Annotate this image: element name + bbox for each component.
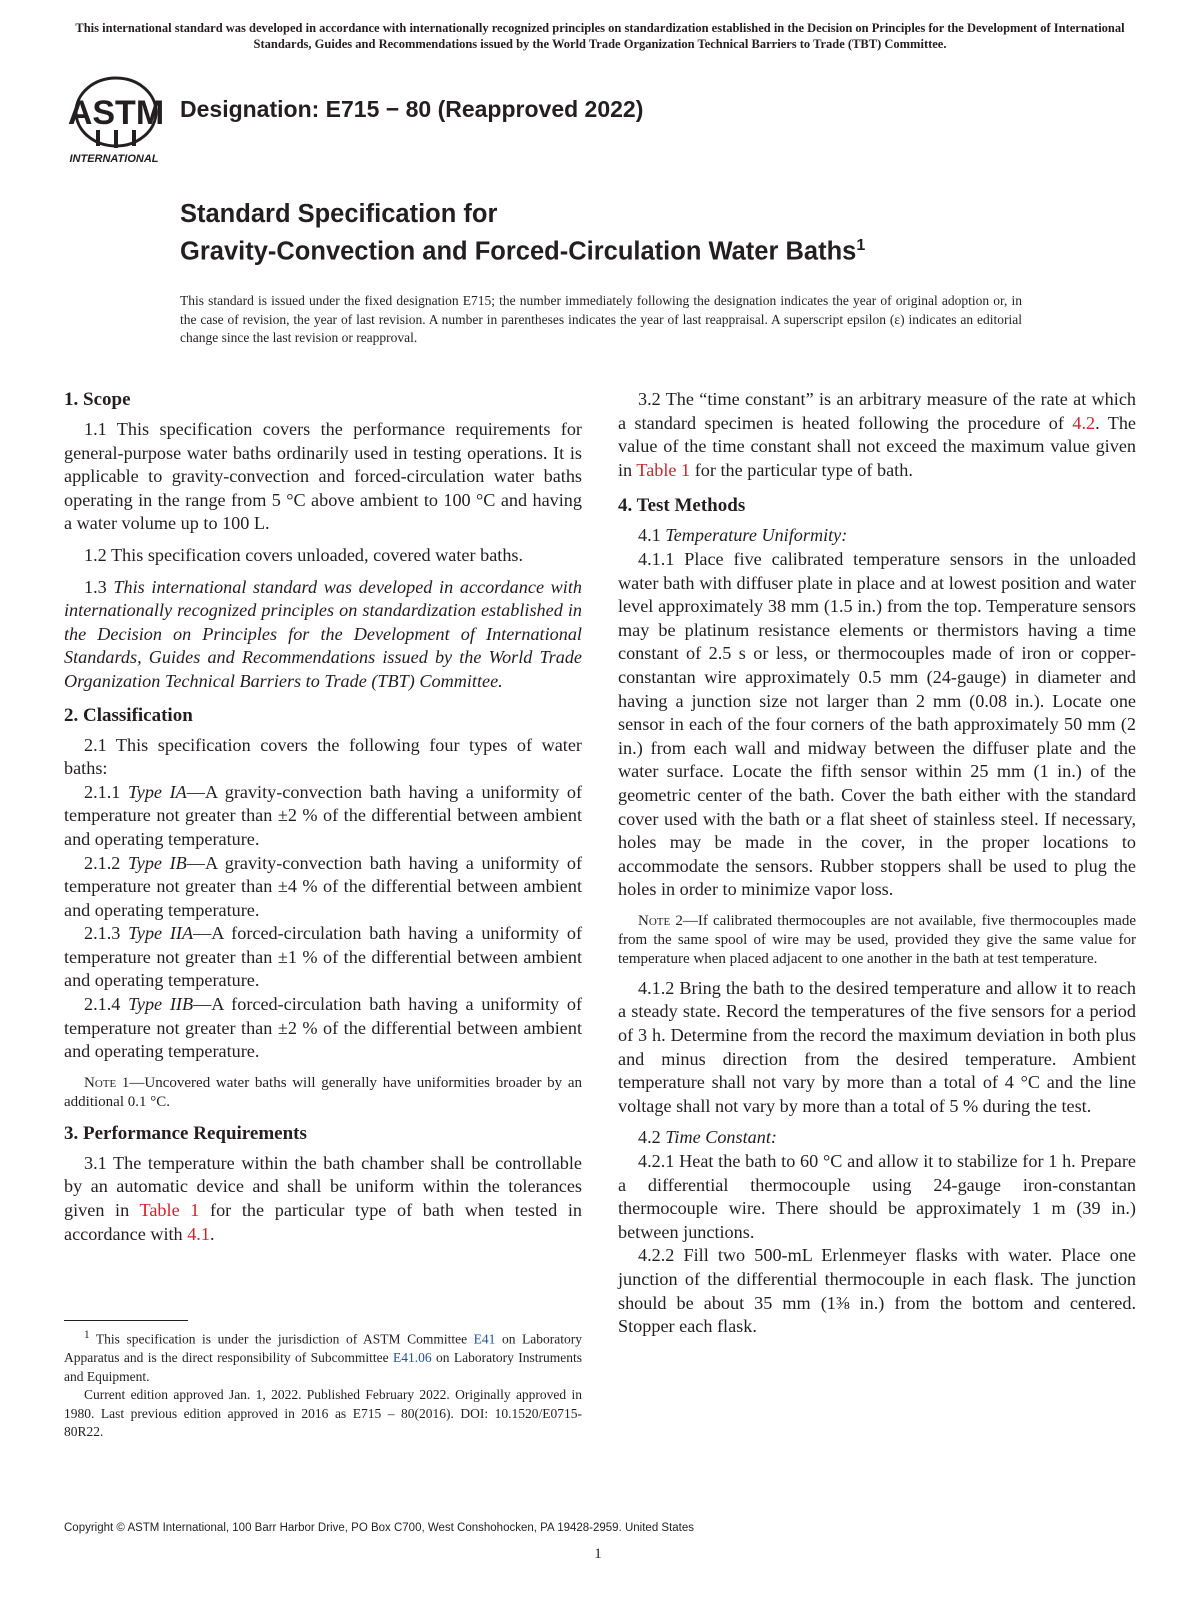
para-2-1: 2.1 This specification covers the following four types of water baths: xyxy=(64,734,582,779)
para-3-1: 3.1 The temperature within the bath chamber shall be controllable by an automatic device and shall be uniform within the tolerances given in Table 1 for the particular type of bath when tested in accordance with 4.1. xyxy=(64,1152,582,1244)
page-number: 1 xyxy=(594,1546,602,1562)
document-title xyxy=(180,198,865,268)
title-line-1: Standard Specification for xyxy=(180,200,498,228)
section-4-1-link[interactable]: 4.1 xyxy=(187,1223,210,1244)
para-4-2-1: 4.2.1 Heat the bath to 60 °C and allow it to stabilize for 1 h. Prepare a differential thermocouple using 24-gauge iron-constantan thermocouple wire. There should be approximately 1 m (39 in.) between junctions. xyxy=(618,1151,1136,1242)
para-1-1: 1.1 This specification covers the performance requirements for general-purpose water baths ordinarily used in testing operations. It is applicable to gravity-convection and forced-circulation water baths operating in the range from 5 °C above ambient to 100 °C and having a water volume up to 100 L. xyxy=(64,419,582,534)
section-4-2-link[interactable]: 4.2 xyxy=(1072,412,1096,433)
para-4-1-2: 4.1.2 Bring the bath to the desired temperature and allow it to reach a steady state. Record the temperatures of the five sensors for a period of 3 h. Determine from the record the maximum deviation in both plus and minus direction from the desired temperature. Ambient temperature shall not vary by more than a total of 4 °C and the line voltage shall not vary by more than a total of 5 % during the test. xyxy=(618,977,1136,1116)
footnote-edition: Current edition approved Jan. 1, 2022. Published February 2022. Originally approved in 1980. Last previous edition approved in 2016 as E715 – 80(2016). DOI: 10.1520/E0715-80R22. xyxy=(64,1387,582,1439)
para-2-1-2: 2.1.2 Type IB—A gravity-convection bath having a uniformity of temperature not greater than ±4 % of the differential between ambient and operating temperature. xyxy=(64,852,583,920)
committee-e41-link[interactable]: E41 xyxy=(473,1331,496,1347)
svg-text:INTERNATIONAL: INTERNATIONAL xyxy=(69,153,159,165)
svg-text:ASTM: ASTM xyxy=(67,94,165,132)
footnote-divider xyxy=(64,1320,188,1321)
footnote-jurisdiction: $^1$ This specification is under the jurisdiction of ASTM Committee E41 on Laboratory Apparatus and is the direct responsibility of Subcommittee E41.06 on Laboratory Instruments and Equipment. xyxy=(64,1329,583,1384)
para-4-1: 4.1 Temperature Uniformity: xyxy=(638,525,848,546)
wto-banner: This international standard was developed in accordance with internationally recognized principles on standardization established in the Decision on Principles for the Development of International Standards, Guides and Recommendations issued by the World Trade Organization Technical Barriers to Trade (TBT) Committee. xyxy=(75,21,1125,51)
para-4-2-2: 4.2.2 Fill two 500-mL Erlenmeyer flasks with water. Place one junction of the differential thermocouple in each flask. The junction should be about 35 mm (1⅜ in.) from the bottom and centered. Stopper each flask. xyxy=(618,1245,1136,1337)
para-2-1-3: 2.1.3 Type IIA—A forced-circulation bath having a uniformity of temperature not greater than ±1 % of the differential between ambient and operating temperature. xyxy=(64,923,583,991)
left-column xyxy=(64,388,582,1246)
issued-note: This standard is issued under the fixed designation E715; the number immediately following the designation indicates the year of original adoption or, in the case of revision, the year of last revision. A number in parentheses indicates the year of last reappraisal. A superscript epsilon (ε) indicates an editorial change since the last revision or reapproval. xyxy=(180,293,1022,345)
para-1-3: 1.3 This international standard was developed in accordance with internationally recognized principles on standardization established in the Decision on Principles for the Development of International Standards, Guides and Recommendations issued by the World Trade Organization Technical Barriers to Trade (TBT) Committee. xyxy=(64,576,583,691)
para-4-2: 4.2 Time Constant: xyxy=(638,1127,777,1148)
section-heading-classification: 2. Classification xyxy=(64,704,193,726)
note-2: Note 2—If calibrated thermocouples are not available, five thermocouples made from the same spool of wire may be used, provided they give the same value for temperature when placed adjacent to one another in the bath at test temperature. xyxy=(618,912,1136,967)
footnote xyxy=(64,1326,582,1442)
para-4-1-1: 4.1.1 Place five calibrated temperature sensors in the unloaded water bath with diffuser plate in place and at lowest position and water level approximately 38 mm (1.5 in.) from the top. Temperature sensors may be platinum resistance elements or thermistors having a time constant of 2.5 s or less, or thermocouples made of iron or copper-constantan wire approximately 0.5 mm (24-gauge) in diameter and having a junction size not larger than 2 mm (0.08 in.). Locate one sensor in each of the four corners of the bath approximately 50 mm (2 in.) from each wall and midway between the diffuser plate and the water surface. Locate the fifth sensor within 25 mm (1 in.) of the geometric center of the bath. Cover the bath either with the standard cover used with the bath or a flat sheet of stainless steel. If necessary, holes may be made in the cover, in the proper locations to accommodate the sensors. Rubber stoppers shall be used to plug the holes in order to minimize vapor loss. xyxy=(618,548,1136,900)
right-column xyxy=(618,388,1136,1339)
para-1-2: 1.2 This specification covers unloaded, covered water baths. xyxy=(84,544,524,565)
title-footnote-mark[interactable]: 1 xyxy=(856,237,866,254)
para-2-1-1: 2.1.1 Type IA—A gravity-convection bath having a uniformity of temperature not greater than ±2 % of the differential between ambient and operating temperature. xyxy=(64,781,583,849)
para-3-2: 3.2 The “time constant” is an arbitrary measure of the rate at which a standard specimen is heated following the procedure of 4.2. The value of the time constant shall not exceed the maximum value given in Table 1 for the particular type of bath. xyxy=(618,389,1136,480)
subcommittee-e41-06-link[interactable]: E41.06 xyxy=(393,1350,432,1365)
section-heading-performance: 3. Performance Requirements xyxy=(64,1122,307,1144)
table-1-link[interactable]: Table 1 xyxy=(139,1200,200,1221)
table-1-link[interactable]: Table 1 xyxy=(636,459,691,480)
note-1: Note 1—Uncovered water baths will generally have uniformities broader by an additional 0.1 °C. xyxy=(64,1074,583,1110)
title-line-2: Gravity-Convection and Forced-Circulation Water Baths$^1$ xyxy=(180,237,866,266)
section-heading-scope: 1. Scope xyxy=(64,389,131,410)
astm-logo xyxy=(66,74,166,166)
designation: Designation: E715 − 80 (Reapproved 2022) xyxy=(180,96,644,122)
section-heading-test-methods: 4. Test Methods xyxy=(618,495,746,517)
copyright: Copyright © ASTM International, 100 Barr Harbor Drive, PO Box C700, West Conshohocken, PA 19428-2959. United States xyxy=(64,1522,695,1534)
para-2-1-4: 2.1.4 Type IIB—A forced-circulation bath having a uniformity of temperature not greater than ±2 % of the differential between ambient and operating temperature. xyxy=(64,994,583,1062)
